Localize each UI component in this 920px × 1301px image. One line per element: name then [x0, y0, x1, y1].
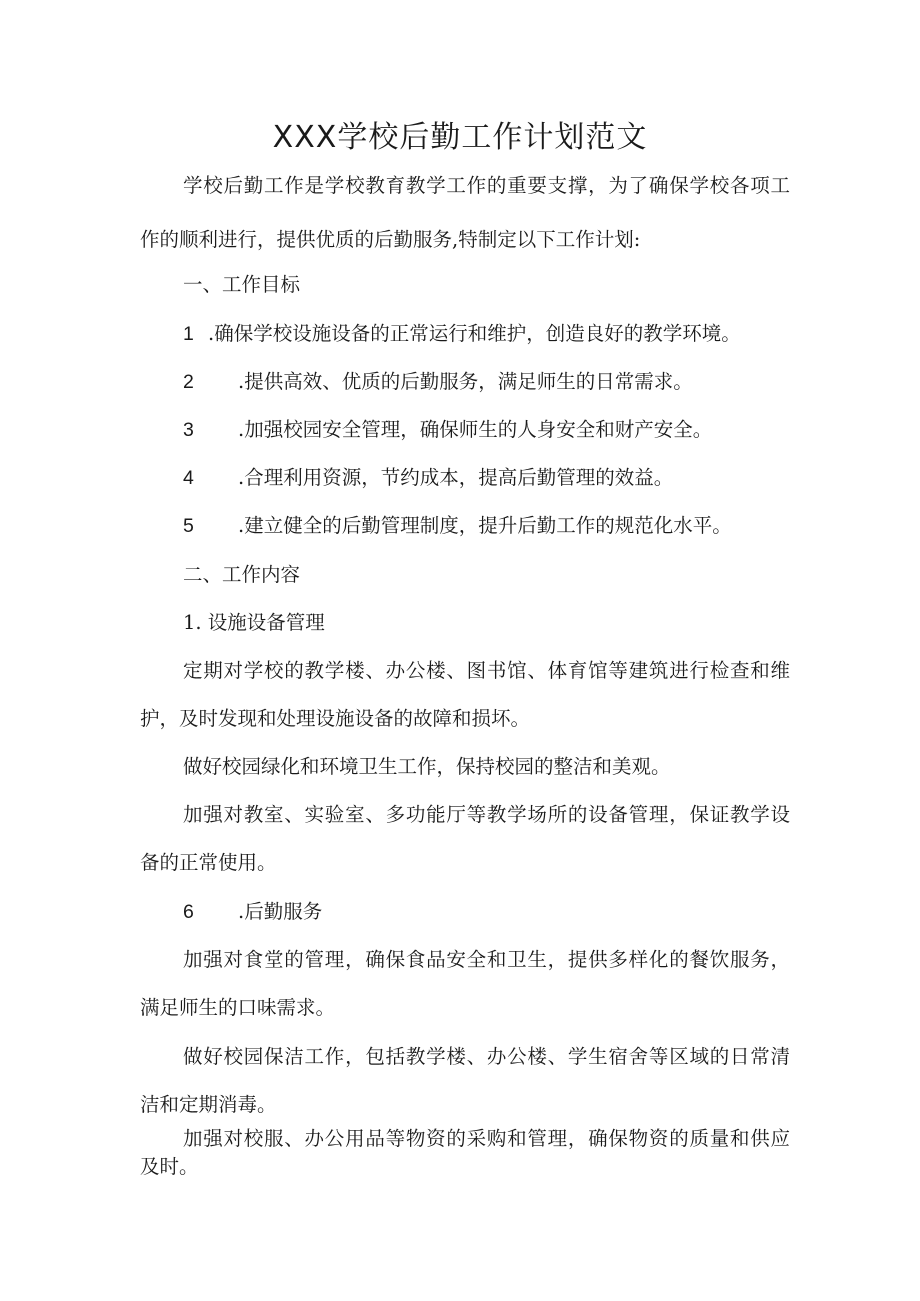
sub2-p1-line-1: 加强对食堂的管理，确保食品安全和卫生，提供多样化的餐饮服务， [183, 948, 790, 971]
goal-5-number: 5 [183, 515, 194, 537]
sub2-p3-line-1: 加强对校服、办公用品等物资的采购和管理，确保物资的质量和供应 [183, 1127, 790, 1150]
goal-2-text: .提供高效、优质的后勤服务，满足师生的日常需求。 [238, 370, 693, 393]
intro-line-1: 学校后勤工作是学校教育教学工作的重要支撑，为了确保学校各项工 [183, 174, 790, 197]
sub1-p3-line-2: 备的正常使用。 [140, 851, 277, 874]
goal-5-text: .建立健全的后勤管理制度，提升后勤工作的规范化水平。 [238, 514, 732, 537]
sub1-p1-line-2: 护，及时发现和处理设施设备的故障和损坏。 [140, 707, 531, 730]
sub1-p3-line-1: 加强对教室、实验室、多功能厅等教学场所的设备管理，保证教学设 [183, 803, 790, 826]
section-1-heading: 一、工作目标 [183, 273, 301, 296]
intro-line-2: 作的顺利进行，提供优质的后勤服务,特制定以下工作计划: [140, 228, 641, 251]
goal-2-number: 2 [183, 371, 194, 393]
goal-3-text: .加强校园安全管理，确保师生的人身安全和财产安全。 [238, 418, 713, 441]
sub2-p3-line-2: 及时。 [140, 1155, 199, 1178]
goal-3-number: 3 [183, 419, 194, 441]
section-2-heading: 二、工作内容 [183, 563, 301, 586]
sub1-p1-line-1: 定期对学校的教学楼、办公楼、图书馆、体育馆等建筑进行检查和维 [183, 659, 790, 682]
document-title: XXX学校后勤工作计划范文 [272, 120, 648, 155]
goal-4-text: .合理利用资源，节约成本，提高后勤管理的效益。 [238, 466, 674, 489]
sub1-p2: 做好校园绿化和环境卫生工作，保持校园的整洁和美观。 [183, 755, 671, 778]
goal-1-number: 1 [183, 323, 194, 345]
sub2-p2-line-1: 做好校园保洁工作，包括教学楼、办公楼、学生宿舍等区域的日常清 [183, 1045, 790, 1068]
subsection-1-heading: 1. 设施设备管理 [183, 611, 325, 634]
sub2-p2-line-2: 洁和定期消毒。 [140, 1093, 277, 1116]
subsection-2-heading: .后勤服务 [238, 900, 323, 923]
subsection-2-number: 6 [183, 901, 194, 923]
goal-4-number: 4 [183, 467, 194, 489]
sub2-p1-line-2: 满足师生的口味需求。 [140, 996, 336, 1019]
goal-1-text: .确保学校设施设备的正常运行和维护，创造良好的教学环境。 [208, 322, 741, 345]
